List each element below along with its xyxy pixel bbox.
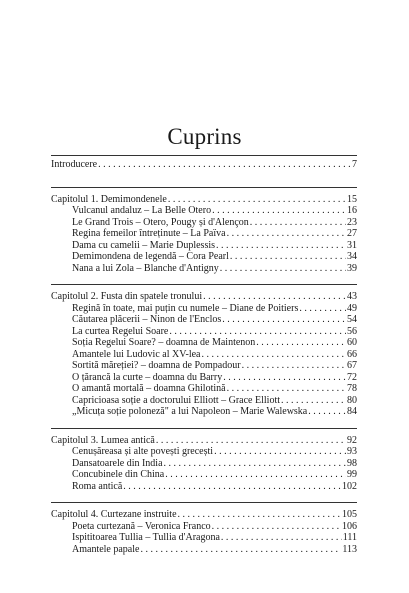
toc-page-number: 93 bbox=[347, 446, 357, 457]
top-rule bbox=[51, 155, 357, 156]
toc-subentry bbox=[51, 326, 357, 338]
dot-leader bbox=[230, 251, 346, 263]
toc-entry-label: Poeta curtezană – Veronica Franco bbox=[72, 520, 211, 532]
toc-page-number: 106 bbox=[342, 520, 357, 532]
toc-chapter-entry bbox=[51, 435, 357, 447]
toc-subentry bbox=[51, 251, 357, 263]
toc-chapter-entry bbox=[51, 291, 357, 303]
toc-entry-label: O țărancă la curte – doamna du Barry bbox=[72, 371, 223, 383]
dot-leader bbox=[203, 291, 346, 303]
toc-page-number: 111 bbox=[342, 532, 357, 543]
toc-subentry bbox=[51, 521, 357, 533]
toc-page-number: 78 bbox=[347, 383, 357, 394]
toc-page-number: 7 bbox=[352, 159, 357, 170]
toc-page-number: 92 bbox=[347, 434, 357, 446]
toc-section bbox=[51, 428, 357, 493]
toc-page-number: 67 bbox=[347, 360, 357, 371]
toc-page-number: 49 bbox=[347, 302, 357, 314]
dot-leader bbox=[281, 395, 346, 407]
toc-entry-label: Sortită măreției? – doamna de Pompadour bbox=[72, 360, 241, 371]
dot-leader bbox=[178, 509, 341, 521]
toc-subentry bbox=[51, 263, 357, 275]
toc-entry-label: Regina femeilor întreținute – La Païva bbox=[72, 228, 226, 239]
toc-subentry bbox=[51, 395, 357, 407]
toc-subentry bbox=[51, 228, 357, 240]
toc-section bbox=[51, 284, 357, 418]
toc-entry-label: La curtea Regelui Soare bbox=[72, 325, 169, 337]
toc-entry-label: Capricioasa soție a doctorului Elliott – Grace Elliott bbox=[72, 394, 280, 406]
toc-page-number: 43 bbox=[347, 291, 357, 302]
toc-subentry bbox=[51, 469, 357, 481]
toc-subentry bbox=[51, 303, 357, 315]
dot-leader bbox=[222, 314, 346, 326]
dot-leader bbox=[221, 532, 342, 544]
dot-leader bbox=[123, 481, 341, 493]
toc-page-number: 98 bbox=[347, 457, 357, 469]
dot-leader bbox=[201, 349, 346, 361]
toc-entry-label: Căutarea plăcerii – Ninon de l'Enclos bbox=[72, 314, 222, 325]
toc-subentry bbox=[51, 240, 357, 252]
toc-subentry bbox=[51, 481, 357, 493]
toc-chapter-entry bbox=[51, 509, 357, 521]
toc-subentry bbox=[51, 446, 357, 458]
toc-page-number: 105 bbox=[342, 509, 357, 520]
dot-leader bbox=[227, 228, 346, 240]
toc-entry-label: Regină în toate, mai puțin cu numele – Diane de Poitiers bbox=[72, 302, 299, 314]
table-of-contents bbox=[51, 159, 357, 555]
toc-subentry bbox=[51, 360, 357, 372]
toc-subentry bbox=[51, 314, 357, 326]
toc-subentry bbox=[51, 217, 357, 229]
toc-subentry bbox=[51, 544, 357, 556]
toc-subentry bbox=[51, 532, 357, 544]
toc-entry-label: Vulcanul andaluz – La Belle Otero bbox=[72, 205, 212, 216]
toc-page-number: 31 bbox=[347, 239, 357, 251]
toc-entry-label: Capitolul 2. Fusta din spatele tronului bbox=[51, 291, 203, 302]
toc-page-number: 113 bbox=[342, 543, 357, 555]
toc-entry-label: Le Grand Trois – Otero, Pougy și d'Alençon bbox=[72, 216, 249, 228]
toc-page-number: 102 bbox=[342, 480, 357, 492]
toc-page-number: 27 bbox=[347, 228, 357, 239]
page-title: Cuprins bbox=[167, 124, 242, 149]
toc-page-number: 23 bbox=[347, 216, 357, 228]
dot-leader bbox=[299, 303, 346, 315]
toc-chapter-entry bbox=[51, 194, 357, 206]
toc-subentry bbox=[51, 337, 357, 349]
dot-leader bbox=[168, 194, 346, 206]
toc-page-number: 60 bbox=[347, 337, 357, 348]
dot-leader bbox=[308, 406, 346, 418]
toc-page-number: 72 bbox=[347, 371, 357, 383]
toc-entry-label: Nana a lui Zola – Blanche d'Antigny bbox=[72, 262, 219, 274]
toc-subentry bbox=[51, 383, 357, 395]
dot-leader bbox=[242, 360, 346, 372]
toc-entry-label: Introducere bbox=[51, 159, 98, 170]
toc-chapter-entry bbox=[51, 159, 357, 171]
toc-page-number: 16 bbox=[347, 205, 357, 216]
toc-subentry bbox=[51, 205, 357, 217]
toc-page-number: 15 bbox=[347, 193, 357, 205]
toc-subentry bbox=[51, 349, 357, 361]
toc-entry-label: Roma antică bbox=[72, 480, 123, 492]
toc-page-number: 66 bbox=[347, 348, 357, 360]
toc-entry-label: Capitolul 3. Lumea antică bbox=[51, 434, 155, 446]
toc-entry-label: Capitolul 1. Demimondenele bbox=[51, 193, 167, 205]
dot-leader bbox=[169, 326, 346, 338]
dot-leader bbox=[156, 435, 346, 447]
toc-page-number: 84 bbox=[347, 406, 357, 417]
toc-section bbox=[51, 502, 357, 555]
toc-entry-label: Amantele papale bbox=[72, 543, 140, 555]
dot-leader bbox=[165, 469, 346, 481]
toc-subentry bbox=[51, 406, 357, 418]
toc-entry-label: Ispititoarea Tullia – Tullia d'Aragona bbox=[72, 532, 220, 543]
dot-leader bbox=[212, 521, 341, 533]
dot-leader bbox=[216, 240, 346, 252]
dot-leader bbox=[250, 217, 346, 229]
toc-entry-label: „Micuța soție poloneză" a lui Napoleon – Marie Walewska bbox=[72, 406, 308, 417]
toc-page-number: 99 bbox=[347, 469, 357, 480]
toc-section bbox=[51, 159, 357, 177]
toc-subentry bbox=[51, 458, 357, 470]
toc-entry-label: Demimondena de legendă – Cora Pearl bbox=[72, 251, 229, 262]
toc-entry-label: Cenușăreasa și alte povești grecești bbox=[72, 446, 214, 457]
toc-entry-label: Amantele lui Ludovic al XV-lea bbox=[72, 348, 201, 360]
dot-leader bbox=[164, 458, 346, 470]
toc-entry-label: O amantă mortală – doamna Ghilotină bbox=[72, 383, 226, 394]
toc-entry-label: Soția Regelui Soare? – doamna de Maintenon bbox=[72, 337, 256, 348]
dot-leader bbox=[140, 544, 341, 556]
dot-leader bbox=[212, 205, 346, 217]
dot-leader bbox=[223, 372, 346, 384]
dot-leader bbox=[256, 337, 346, 349]
toc-subentry bbox=[51, 372, 357, 384]
dot-leader bbox=[98, 159, 351, 171]
dot-leader bbox=[220, 263, 346, 275]
dot-leader bbox=[214, 446, 346, 458]
toc-entry-label: Concubinele din China bbox=[72, 469, 165, 480]
toc-entry-label: Capitolul 4. Curtezane instruite bbox=[51, 509, 177, 520]
dot-leader bbox=[227, 383, 346, 395]
toc-page-number: 54 bbox=[347, 314, 357, 325]
toc-entry-label: Dansatoarele din India bbox=[72, 457, 163, 469]
toc-page-number: 56 bbox=[347, 325, 357, 337]
toc-section bbox=[51, 187, 357, 275]
toc-page-number: 39 bbox=[347, 262, 357, 274]
toc-page-number: 34 bbox=[347, 251, 357, 262]
toc-entry-label: Dama cu camelii – Marie Duplessis bbox=[72, 239, 216, 251]
toc-page-number: 80 bbox=[347, 394, 357, 406]
